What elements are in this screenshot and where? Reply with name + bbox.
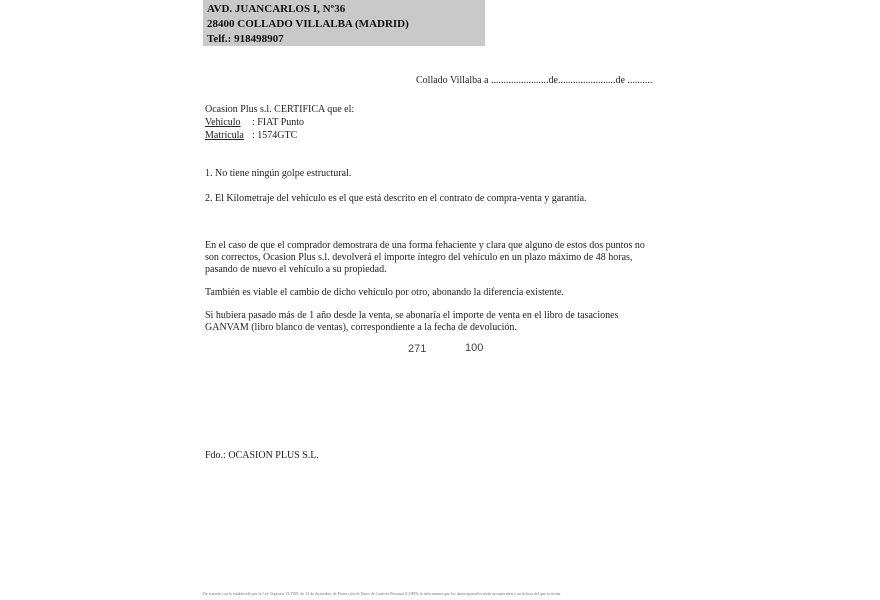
paragraph-1-line-2: son correctos, Ocasion Plus s.l. devolverá el importe íntegro del vehículo en un plazo máximo de 48 horas, — [205, 252, 633, 263]
matricula-label: Matrícula — [205, 130, 244, 141]
matricula-value: : 1574GTC — [252, 130, 298, 141]
overlay-number-2: 100 — [465, 342, 484, 354]
paragraph-1-line-1: En el caso de que el comprador demostrara de una forma fehaciente y clara que alguno de estos dos puntos no — [205, 240, 645, 251]
paragraph-3-line-2: GANVAM (libro blanco de ventas), correspondiente a la fecha de devolución. — [205, 322, 517, 333]
vehiculo-label: Vehículo — [205, 117, 241, 128]
item-1: 1. No tiene ningún golpe estructural. — [205, 168, 352, 179]
address-line: AVD. JUANCARLOS I, Nº36 — [207, 3, 346, 15]
overlay-number-1: 271 — [408, 343, 427, 355]
certifica-line: Ocasion Plus s.l. CERTIFICA que el: — [205, 104, 355, 115]
paragraph-3-line-1: Si hubiera pasado más de 1 año desde la venta, se abonaría el importe de venta en el libro de tasaciones — [205, 310, 619, 321]
paragraph-2: También es viable el cambio de dicho vehículo por otro, abonando la diferencia existente. — [205, 287, 564, 298]
city-line: 28400 COLLADO VILLALBA (MADRID) — [207, 18, 409, 30]
legal-footer: De acuerdo con lo establecido por la Ley Orgánica 15/1999, de 13 de diciembre, de Protección de Datos de Carácter Personal (LOPD), le informamos que los datos aportados serán incorporados a un fichero del que es titular — [203, 591, 561, 596]
signature-line: Fdo.: OCASION PLUS S.L. — [205, 450, 319, 461]
vehiculo-value: : FIAT Punto — [252, 117, 305, 128]
phone-line: Telf.: 918498907 — [207, 33, 284, 45]
item-2: 2. El Kilometraje del vehículo es el que está descrito en el contrato de compra-venta y garantía. — [205, 193, 587, 204]
date-line: Collado Villalba a .......................de.......................de .......... — [416, 75, 653, 86]
paragraph-1-line-3: pasando de nuevo el vehículo a su propiedad. — [205, 264, 387, 275]
